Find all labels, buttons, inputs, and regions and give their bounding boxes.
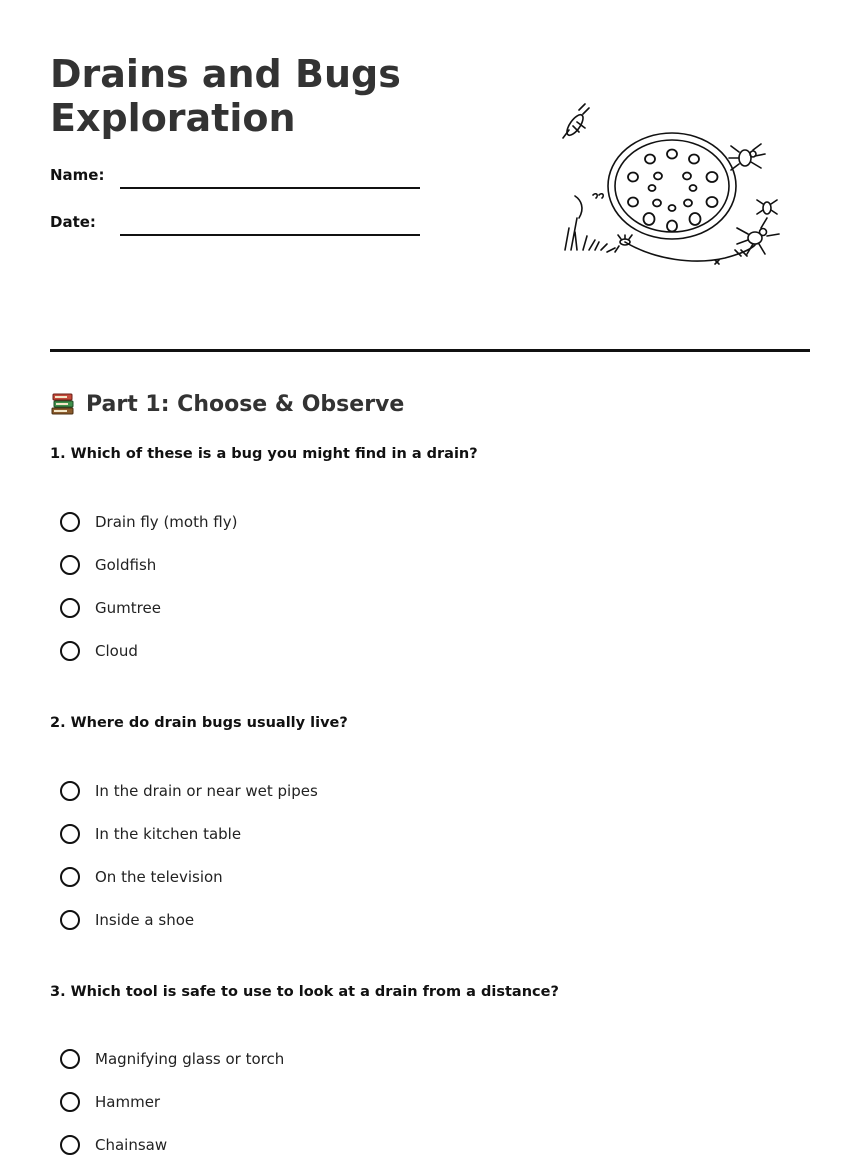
- date-input-line[interactable]: [120, 234, 420, 236]
- option-hammer[interactable]: [60, 1080, 284, 1123]
- date-field[interactable]: [50, 207, 420, 237]
- option-label: Magnifying glass or torch: [95, 1049, 285, 1068]
- radio-button[interactable]: [60, 512, 80, 532]
- option-drain-fly[interactable]: [60, 500, 237, 543]
- option-kitchen-table[interactable]: [60, 812, 318, 855]
- option-label: Inside a shoe: [95, 910, 195, 929]
- option-label: In the drain or near wet pipes: [95, 781, 318, 800]
- radio-button[interactable]: [60, 641, 80, 661]
- option-label: Hammer: [95, 1092, 161, 1111]
- options-list: [60, 769, 318, 941]
- radio-button[interactable]: [60, 910, 80, 930]
- name-field[interactable]: [50, 160, 420, 190]
- worksheet-page: [50, 0, 810, 1161]
- question-text: 3. Which tool is safe to use to look at a drain from a distance?: [50, 984, 559, 1000]
- radio-button[interactable]: [60, 867, 80, 887]
- option-label: Drain fly (moth fly): [95, 512, 238, 531]
- option-drain-pipes[interactable]: [60, 769, 318, 812]
- option-goldfish[interactable]: [60, 543, 237, 586]
- option-label: On the television: [95, 867, 223, 886]
- radio-button[interactable]: [60, 555, 80, 575]
- option-chainsaw[interactable]: [60, 1123, 284, 1166]
- books-icon: [50, 391, 76, 417]
- question-1: [50, 444, 810, 660]
- option-label: Goldfish: [95, 555, 157, 574]
- question-3: [50, 982, 810, 1154]
- worksheet-header: [50, 0, 810, 352]
- question-text: 2. Where do drain bugs usually live?: [50, 715, 348, 731]
- option-label: Gumtree: [95, 598, 161, 617]
- name-label: Name:: [50, 166, 105, 184]
- radio-button[interactable]: [60, 824, 80, 844]
- option-label: In the kitchen table: [95, 824, 242, 843]
- question-text: 1. Which of these is a bug you might find in a drain?: [50, 446, 478, 462]
- option-magnifying-glass[interactable]: [60, 1037, 284, 1080]
- page-title: Drains and Bugs Exploration: [50, 52, 401, 140]
- option-label: Cloud: [95, 641, 138, 660]
- part1-title: Part 1: Choose & Observe: [86, 391, 405, 417]
- name-input-line[interactable]: [120, 187, 420, 189]
- options-list: [60, 500, 237, 672]
- option-shoe[interactable]: [60, 898, 318, 941]
- radio-button[interactable]: [60, 1135, 80, 1155]
- radio-button[interactable]: [60, 598, 80, 618]
- date-label: Date:: [50, 213, 96, 231]
- question-2: [50, 713, 810, 929]
- drain-grate-with-bugs-illustration: [555, 100, 785, 270]
- part1-heading: [50, 388, 404, 420]
- radio-button[interactable]: [60, 1049, 80, 1069]
- options-list: [60, 1037, 284, 1166]
- radio-button[interactable]: [60, 1092, 80, 1112]
- radio-button[interactable]: [60, 781, 80, 801]
- option-television[interactable]: [60, 855, 318, 898]
- option-cloud[interactable]: [60, 629, 237, 672]
- option-gumtree[interactable]: [60, 586, 237, 629]
- option-label: Chainsaw: [95, 1135, 168, 1154]
- header-divider: [50, 349, 810, 352]
